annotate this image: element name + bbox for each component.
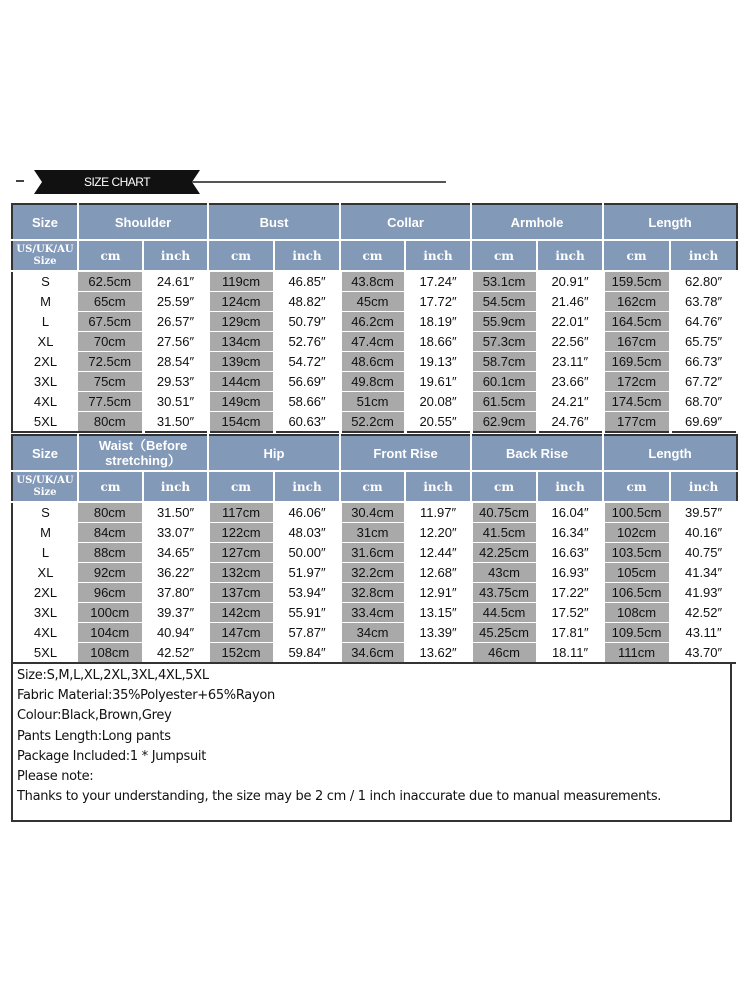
cm-value-cell: 30.4cm	[340, 502, 405, 523]
column-header-collar: Collar	[340, 204, 471, 240]
inch-value-cell: 17.24″	[405, 271, 471, 292]
cm-value-cell: 75cm	[78, 372, 143, 392]
inch-value-cell: 12.68″	[405, 563, 471, 583]
table-row	[12, 563, 737, 583]
unit-cm: cm	[78, 240, 143, 271]
cm-value-cell: 48.6cm	[340, 352, 405, 372]
inch-value-cell: 41.93″	[670, 583, 737, 603]
inch-value-cell: 43.11″	[670, 623, 737, 643]
cm-value-cell: 122cm	[208, 523, 274, 543]
unit-cm: cm	[208, 240, 274, 271]
product-info	[11, 662, 732, 822]
cm-value-cell: 152cm	[208, 643, 274, 664]
unit-inch: inch	[274, 240, 340, 271]
cm-value-cell: 96cm	[78, 583, 143, 603]
inch-value-cell: 55.91″	[274, 603, 340, 623]
inch-value-cell: 19.61″	[405, 372, 471, 392]
cm-value-cell: 84cm	[78, 523, 143, 543]
unit-inch: inch	[405, 240, 471, 271]
banner-rule	[192, 181, 446, 183]
inch-value-cell: 17.22″	[537, 583, 603, 603]
inch-value-cell: 30.51″	[143, 392, 208, 412]
table-row	[12, 271, 737, 292]
inch-value-cell: 52.76″	[274, 332, 340, 352]
inch-value-cell: 58.66″	[274, 392, 340, 412]
cm-value-cell: 34.6cm	[340, 643, 405, 664]
cm-value-cell: 147cm	[208, 623, 274, 643]
size-cell: L	[12, 543, 78, 563]
size-cell: 2XL	[12, 352, 78, 372]
inch-value-cell: 33.07″	[143, 523, 208, 543]
inch-value-cell: 64.76″	[670, 312, 737, 332]
inch-value-cell: 46.85″	[274, 271, 340, 292]
inch-value-cell: 20.08″	[405, 392, 471, 412]
cm-value-cell: 32.2cm	[340, 563, 405, 583]
cm-value-cell: 159.5cm	[603, 271, 670, 292]
inch-value-cell: 37.80″	[143, 583, 208, 603]
cm-value-cell: 139cm	[208, 352, 274, 372]
cm-value-cell: 129cm	[208, 312, 274, 332]
cm-value-cell: 149cm	[208, 392, 274, 412]
size-cell: S	[12, 502, 78, 523]
inch-value-cell: 48.82″	[274, 292, 340, 312]
cm-value-cell: 42.25cm	[471, 543, 537, 563]
inch-value-cell: 17.81″	[537, 623, 603, 643]
inch-value-cell: 66.73″	[670, 352, 737, 372]
unit-inch: inch	[670, 471, 737, 502]
cm-value-cell: 162cm	[603, 292, 670, 312]
cm-value-cell: 174.5cm	[603, 392, 670, 412]
inch-value-cell: 20.91″	[537, 271, 603, 292]
inch-value-cell: 13.15″	[405, 603, 471, 623]
cm-value-cell: 45.25cm	[471, 623, 537, 643]
inch-value-cell: 18.19″	[405, 312, 471, 332]
inch-value-cell: 24.61″	[143, 271, 208, 292]
unit-cm: cm	[340, 240, 405, 271]
inch-value-cell: 57.87″	[274, 623, 340, 643]
inch-value-cell: 41.34″	[670, 563, 737, 583]
cm-value-cell: 72.5cm	[78, 352, 143, 372]
inch-value-cell: 17.72″	[405, 292, 471, 312]
size-cell: 2XL	[12, 583, 78, 603]
cm-value-cell: 43.8cm	[340, 271, 405, 292]
inch-value-cell: 16.34″	[537, 523, 603, 543]
cm-value-cell: 43cm	[471, 563, 537, 583]
unit-cm: cm	[603, 240, 670, 271]
inch-value-cell: 21.46″	[537, 292, 603, 312]
inch-value-cell: 31.50″	[143, 502, 208, 523]
cm-value-cell: 33.4cm	[340, 603, 405, 623]
column-header-bust: Bust	[208, 204, 340, 240]
inch-value-cell: 50.00″	[274, 543, 340, 563]
cm-value-cell: 104cm	[78, 623, 143, 643]
size-cell: 5XL	[12, 643, 78, 664]
table-row	[12, 352, 737, 372]
inch-value-cell: 29.53″	[143, 372, 208, 392]
inch-value-cell: 18.66″	[405, 332, 471, 352]
cm-value-cell: 46.2cm	[340, 312, 405, 332]
cm-value-cell: 65cm	[78, 292, 143, 312]
cm-value-cell: 52.2cm	[340, 412, 405, 433]
inch-value-cell: 53.94″	[274, 583, 340, 603]
inch-value-cell: 18.11″	[537, 643, 603, 664]
unit-cm: cm	[208, 471, 274, 502]
unit-inch: inch	[537, 471, 603, 502]
cm-value-cell: 45cm	[340, 292, 405, 312]
inch-value-cell: 39.57″	[670, 502, 737, 523]
cm-value-cell: 88cm	[78, 543, 143, 563]
table-row	[12, 292, 737, 312]
column-header-waist: Waist（Before stretching）	[78, 435, 208, 471]
table-row	[12, 412, 737, 433]
cm-value-cell: 106.5cm	[603, 583, 670, 603]
inch-value-cell: 12.20″	[405, 523, 471, 543]
inch-value-cell: 34.65″	[143, 543, 208, 563]
inch-value-cell: 22.01″	[537, 312, 603, 332]
inch-value-cell: 60.63″	[274, 412, 340, 433]
size-header: Size	[12, 435, 78, 471]
unit-inch: inch	[537, 240, 603, 271]
cm-value-cell: 102cm	[603, 523, 670, 543]
cm-value-cell: 34cm	[340, 623, 405, 643]
inch-value-cell: 12.44″	[405, 543, 471, 563]
cm-value-cell: 172cm	[603, 372, 670, 392]
cm-value-cell: 108cm	[603, 603, 670, 623]
cm-value-cell: 41.5cm	[471, 523, 537, 543]
inch-value-cell: 46.06″	[274, 502, 340, 523]
cm-value-cell: 177cm	[603, 412, 670, 433]
inch-value-cell: 50.79″	[274, 312, 340, 332]
cm-value-cell: 43.75cm	[471, 583, 537, 603]
cm-value-cell: 164.5cm	[603, 312, 670, 332]
inch-value-cell: 42.52″	[143, 643, 208, 664]
cm-value-cell: 67.5cm	[78, 312, 143, 332]
cm-value-cell: 100cm	[78, 603, 143, 623]
cm-value-cell: 137cm	[208, 583, 274, 603]
unit-cm: cm	[78, 471, 143, 502]
cm-value-cell: 58.7cm	[471, 352, 537, 372]
cm-value-cell: 142cm	[208, 603, 274, 623]
info-line: Please note:	[17, 769, 94, 785]
size-cell: M	[12, 292, 78, 312]
inch-value-cell: 54.72″	[274, 352, 340, 372]
column-header-shoulder: Shoulder	[78, 204, 208, 240]
unit-cm: cm	[340, 471, 405, 502]
cm-value-cell: 80cm	[78, 412, 143, 433]
cm-value-cell: 32.8cm	[340, 583, 405, 603]
inch-value-cell: 13.62″	[405, 643, 471, 664]
inch-value-cell: 20.55″	[405, 412, 471, 433]
unit-inch: inch	[405, 471, 471, 502]
cm-value-cell: 62.5cm	[78, 271, 143, 292]
inch-value-cell: 23.11″	[537, 352, 603, 372]
info-line: Thanks to your understanding, the size may be 2 cm / 1 inch inaccurate due to manual measurements.	[17, 789, 662, 805]
banner-ribbon	[34, 170, 200, 194]
inch-value-cell: 43.70″	[670, 643, 737, 664]
size-header: Size	[12, 204, 78, 240]
cm-value-cell: 61.5cm	[471, 392, 537, 412]
inch-value-cell: 23.66″	[537, 372, 603, 392]
size-cell: 5XL	[12, 412, 78, 433]
cm-value-cell: 154cm	[208, 412, 274, 433]
inch-value-cell: 39.37″	[143, 603, 208, 623]
cm-value-cell: 80cm	[78, 502, 143, 523]
size-cell: L	[12, 312, 78, 332]
inch-value-cell: 25.59″	[143, 292, 208, 312]
inch-value-cell: 59.84″	[274, 643, 340, 664]
table-row	[12, 312, 737, 332]
inch-value-cell: 12.91″	[405, 583, 471, 603]
cm-value-cell: 124cm	[208, 292, 274, 312]
size-cell: S	[12, 271, 78, 292]
table-row	[12, 623, 737, 643]
inch-value-cell: 67.72″	[670, 372, 737, 392]
cm-value-cell: 105cm	[603, 563, 670, 583]
size-chart-banner	[14, 168, 446, 196]
inch-value-cell: 26.57″	[143, 312, 208, 332]
unit-inch: inch	[274, 471, 340, 502]
cm-value-cell: 40.75cm	[471, 502, 537, 523]
inch-value-cell: 24.76″	[537, 412, 603, 433]
inch-value-cell: 65.75″	[670, 332, 737, 352]
unit-inch: inch	[143, 471, 208, 502]
cm-value-cell: 169.5cm	[603, 352, 670, 372]
cm-value-cell: 167cm	[603, 332, 670, 352]
inch-value-cell: 48.03″	[274, 523, 340, 543]
cm-value-cell: 134cm	[208, 332, 274, 352]
cm-value-cell: 92cm	[78, 563, 143, 583]
cm-value-cell: 70cm	[78, 332, 143, 352]
info-line: Size:S,M,L,XL,2XL,3XL,4XL,5XL	[17, 668, 209, 683]
inch-value-cell: 62.80″	[670, 271, 737, 292]
size-region-label: US/UK/AU Size	[12, 240, 78, 271]
table-row	[12, 543, 737, 563]
table-row	[12, 583, 737, 603]
inch-value-cell: 17.52″	[537, 603, 603, 623]
column-header-front-rise: Front Rise	[340, 435, 471, 471]
cm-value-cell: 103.5cm	[603, 543, 670, 563]
size-table-bottom-body	[12, 502, 737, 663]
cm-value-cell: 31cm	[340, 523, 405, 543]
cm-value-cell: 54.5cm	[471, 292, 537, 312]
size-cell: XL	[12, 332, 78, 352]
table-row	[12, 603, 737, 623]
cm-value-cell: 119cm	[208, 271, 274, 292]
cm-value-cell: 47.4cm	[340, 332, 405, 352]
size-cell: 3XL	[12, 372, 78, 392]
column-header-back-rise: Back Rise	[471, 435, 603, 471]
inch-value-cell: 13.39″	[405, 623, 471, 643]
cm-value-cell: 46cm	[471, 643, 537, 664]
inch-value-cell: 22.56″	[537, 332, 603, 352]
cm-value-cell: 132cm	[208, 563, 274, 583]
cm-value-cell: 77.5cm	[78, 392, 143, 412]
inch-value-cell: 11.97″	[405, 502, 471, 523]
column-header-hip: Hip	[208, 435, 340, 471]
info-line: Colour:Black,Brown,Grey	[17, 708, 172, 724]
inch-value-cell: 40.16″	[670, 523, 737, 543]
cm-value-cell: 53.1cm	[471, 271, 537, 292]
inch-value-cell: 40.94″	[143, 623, 208, 643]
table-row	[12, 392, 737, 412]
cm-value-cell: 49.8cm	[340, 372, 405, 392]
size-cell: XL	[12, 563, 78, 583]
table-row	[12, 502, 737, 523]
info-line: Fabric Material:35%Polyester+65%Rayon	[17, 688, 275, 704]
inch-value-cell: 16.93″	[537, 563, 603, 583]
cm-value-cell: 57.3cm	[471, 332, 537, 352]
inch-value-cell: 56.69″	[274, 372, 340, 392]
cm-value-cell: 51cm	[340, 392, 405, 412]
cm-value-cell: 127cm	[208, 543, 274, 563]
inch-value-cell: 24.21″	[537, 392, 603, 412]
unit-cm: cm	[471, 471, 537, 502]
inch-value-cell: 19.13″	[405, 352, 471, 372]
table-row	[12, 523, 737, 543]
cm-value-cell: 117cm	[208, 502, 274, 523]
inch-value-cell: 16.63″	[537, 543, 603, 563]
cm-value-cell: 108cm	[78, 643, 143, 664]
inch-value-cell: 42.52″	[670, 603, 737, 623]
inch-value-cell: 40.75″	[670, 543, 737, 563]
inch-value-cell: 28.54″	[143, 352, 208, 372]
size-table-top-body	[12, 271, 737, 432]
banner-title: SIZE CHART	[83, 175, 151, 189]
size-table-top	[11, 203, 739, 433]
size-region-label: US/UK/AU Size	[12, 471, 78, 502]
size-cell: M	[12, 523, 78, 543]
cm-value-cell: 111cm	[603, 643, 670, 664]
inch-value-cell: 69.69″	[670, 412, 737, 433]
info-line: Pants Length:Long pants	[17, 728, 171, 744]
cm-value-cell: 109.5cm	[603, 623, 670, 643]
cm-value-cell: 62.9cm	[471, 412, 537, 433]
size-cell: 3XL	[12, 603, 78, 623]
inch-value-cell: 27.56″	[143, 332, 208, 352]
cm-value-cell: 44.5cm	[471, 603, 537, 623]
inch-value-cell: 31.50″	[143, 412, 208, 433]
inch-value-cell: 68.70″	[670, 392, 737, 412]
size-table-bottom	[11, 434, 739, 664]
column-header-armhole: Armhole	[471, 204, 603, 240]
unit-cm: cm	[471, 240, 537, 271]
unit-inch: inch	[670, 240, 737, 271]
inch-value-cell: 51.97″	[274, 563, 340, 583]
table-row	[12, 372, 737, 392]
table-row	[12, 332, 737, 352]
inch-value-cell: 16.04″	[537, 502, 603, 523]
inch-value-cell: 36.22″	[143, 563, 208, 583]
table-row	[12, 643, 737, 664]
column-header-length: Length	[603, 204, 737, 240]
inch-value-cell: 63.78″	[670, 292, 737, 312]
size-cell: 4XL	[12, 392, 78, 412]
cm-value-cell: 31.6cm	[340, 543, 405, 563]
unit-cm: cm	[603, 471, 670, 502]
cm-value-cell: 60.1cm	[471, 372, 537, 392]
info-line: Package Included:1 * Jumpsuit	[17, 748, 207, 764]
banner-dash	[16, 180, 24, 182]
cm-value-cell: 100.5cm	[603, 502, 670, 523]
unit-inch: inch	[143, 240, 208, 271]
cm-value-cell: 55.9cm	[471, 312, 537, 332]
size-cell: 4XL	[12, 623, 78, 643]
column-header-length: Length	[603, 435, 737, 471]
cm-value-cell: 144cm	[208, 372, 274, 392]
